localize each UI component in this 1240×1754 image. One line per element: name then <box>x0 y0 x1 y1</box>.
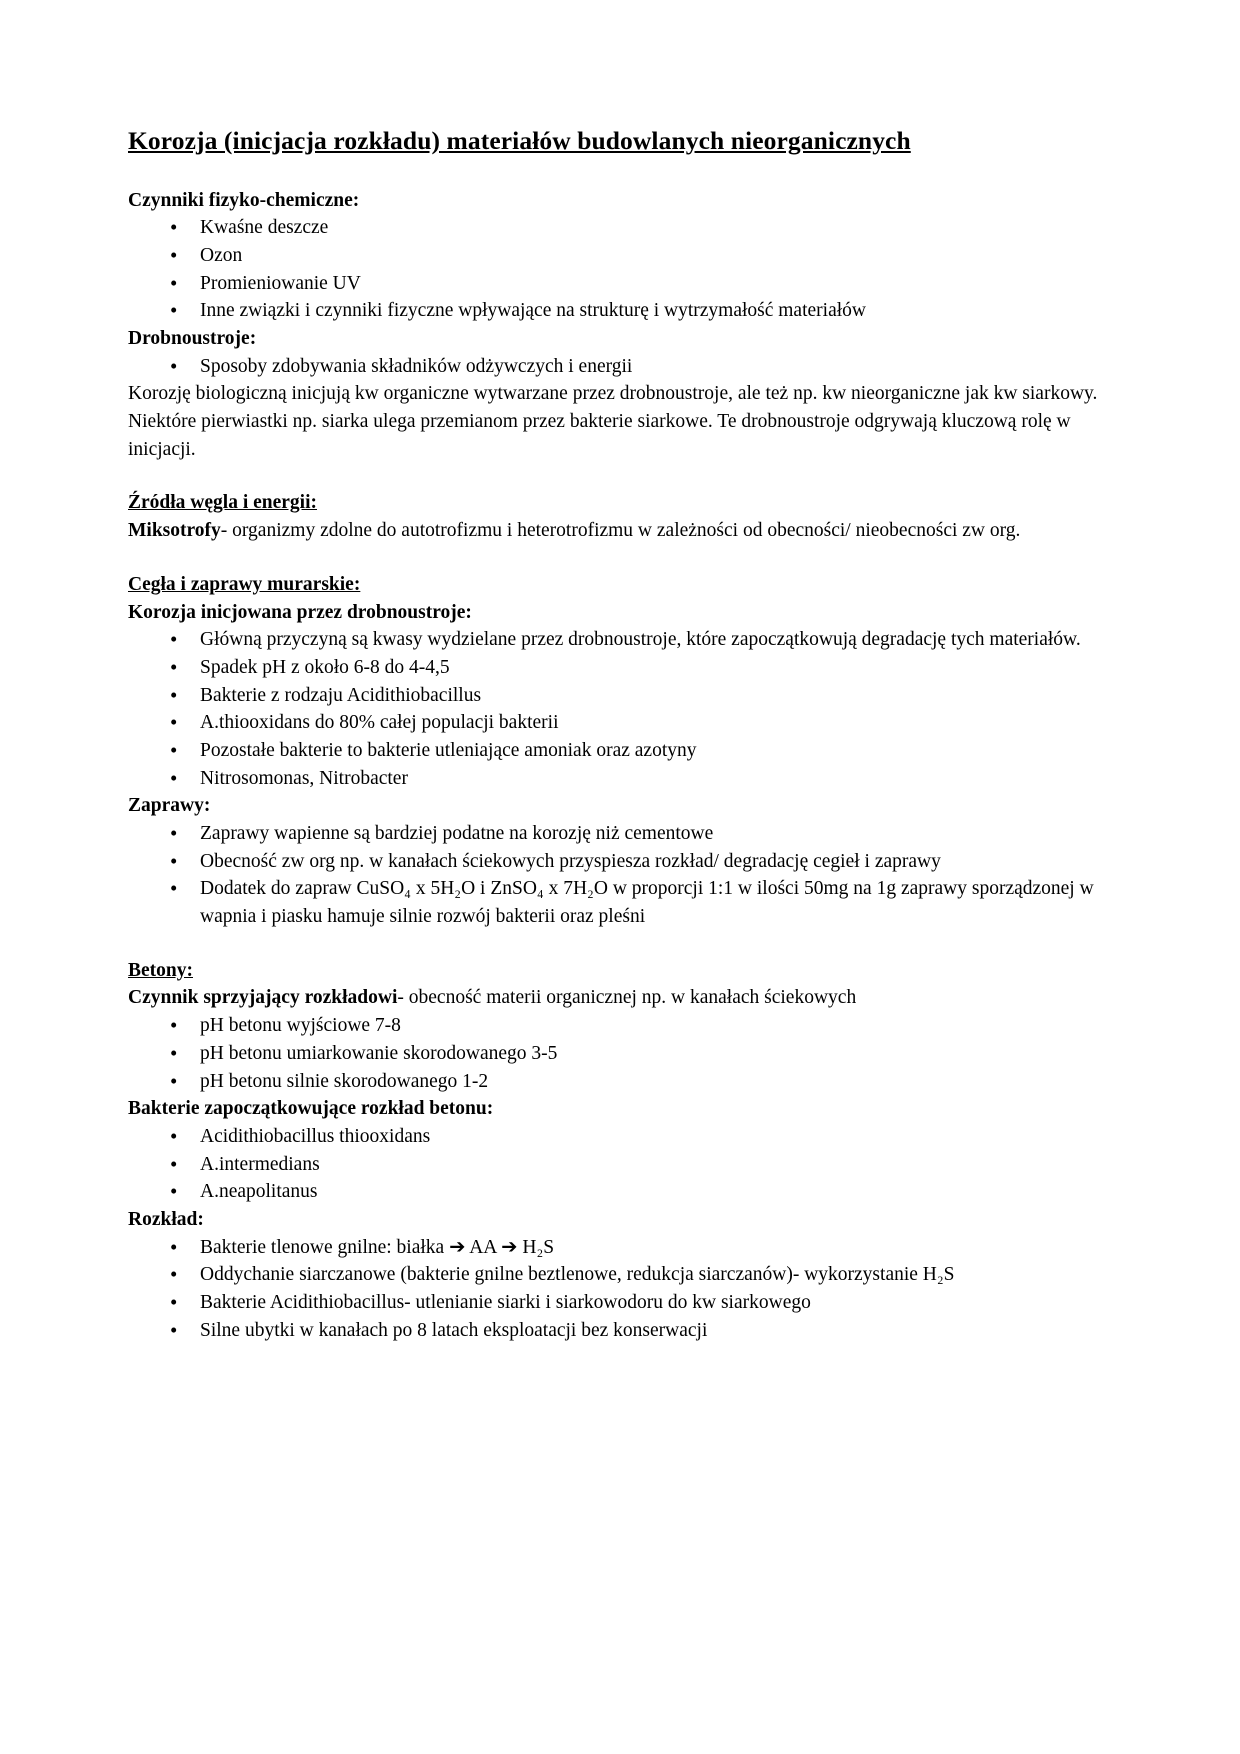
section-heading: Cegła i zaprawy murarskie: <box>128 573 361 595</box>
definition-term: Czynnik sprzyjający rozkładowi <box>128 987 398 1009</box>
paragraph: Niektóre pierwiastki np. siarka ulega przemianom przez bakterie siarkowe. Te drobnoustroje odgrywają kluczową rolę w inicjacji. <box>128 411 1071 460</box>
bullet-list <box>128 1123 1122 1206</box>
section-heading: Rozkład: <box>128 1208 204 1230</box>
section-heading: Zaprawy: <box>128 795 211 817</box>
bullet-list <box>128 1012 1122 1095</box>
definition-term: Miksotrofy <box>128 520 221 542</box>
list-item: • A.intermedians <box>128 1151 1122 1179</box>
list-item: • Główną przyczyną są kwasy wydzielane przez drobnoustroje, które zapoczątkowują degradację tych materiałów. <box>128 626 1122 654</box>
list-item: • A.thiooxidans do 80% całej populacji bakterii <box>128 709 1122 737</box>
section-subheading: Korozja inicjowana przez drobnoustroje: <box>128 601 472 623</box>
list-item: • Ozon <box>128 242 1122 270</box>
definition-text: - obecność materii organicznej np. w kanałach ściekowych <box>397 987 857 1009</box>
list-item: • Nitrosomonas, Nitrobacter <box>128 765 1122 793</box>
section-drobnoustroje <box>128 325 1122 463</box>
list-item: • Inne związki i czynniki fizyczne wpływające na strukturę i wytrzymałość materiałów <box>128 297 1122 325</box>
list-item: • Obecność zw org np. w kanałach ściekowych przyspiesza rozkład/ degradację cegieł i zaprawy <box>128 848 1122 876</box>
list-item: • Bakterie z rodzaju Acidithiobacillus <box>128 682 1122 710</box>
bullet-list <box>128 626 1122 792</box>
section-heading: Czynniki fizyko-chemiczne: <box>128 189 360 211</box>
list-item: • Acidithiobacillus thiooxidans <box>128 1123 1122 1151</box>
list-item: • Bakterie tlenowe gnilne: białka ➔ AA ➔ H₂S <box>128 1234 1122 1262</box>
section-czynniki-fizyko-chemiczne <box>128 187 1122 325</box>
section-bakterie-rozklad-betonu <box>128 1095 1122 1206</box>
list-item: • A.neapolitanus <box>128 1178 1122 1206</box>
paragraph: Korozję biologiczną inicjują kw organiczne wytwarzane przez drobnoustroje, ale też np. kw nieorganiczne jak kw siarkowy. <box>128 383 1098 405</box>
section-rozklad <box>128 1206 1122 1344</box>
section-heading: Betony: <box>128 959 193 981</box>
page-title: Korozja (inicjacja rozkładu) materiałów budowlanych nieorganicznych <box>128 126 911 155</box>
section-heading: Bakterie zapoczątkowujące rozkład betonu: <box>128 1098 494 1120</box>
bullet-list <box>128 353 1122 381</box>
list-item: • pH betonu umiarkowanie skorodowanego 3-5 <box>128 1040 1122 1068</box>
list-item: • pH betonu silnie skorodowanego 1-2 <box>128 1068 1122 1096</box>
list-item: • Promieniowanie UV <box>128 270 1122 298</box>
definition-paragraph <box>128 517 1122 545</box>
list-item: • Pozostałe bakterie to bakterie utleniające amoniak oraz azotyny <box>128 737 1122 765</box>
section-zaprawy <box>128 792 1122 930</box>
list-item: • Spadek pH z około 6-8 do 4-4,5 <box>128 654 1122 682</box>
bullet-list <box>128 214 1122 325</box>
definition-paragraph <box>128 984 1122 1012</box>
bullet-list <box>128 820 1122 931</box>
definition-text: - organizmy zdolne do autotrofizmu i heterotrofizmu w zależności od obecności/ nieobecności zw org. <box>220 520 1021 542</box>
list-item: • Zaprawy wapienne są bardziej podatne na korozję niż cementowe <box>128 820 1122 848</box>
section-betony <box>128 957 1122 1095</box>
list-item: • Sposoby zdobywania składników odżywczych i energii <box>128 353 1122 381</box>
list-item: • pH betonu wyjściowe 7-8 <box>128 1012 1122 1040</box>
list-item: • Bakterie Acidithiobacillus- utlenianie siarki i siarkowodoru do kw siarkowego <box>128 1289 1122 1317</box>
bullet-list <box>128 1234 1122 1345</box>
list-item: • Dodatek do zapraw CuSO₄ x 5H₂O i ZnSO₄ x 7H₂O w proporcji 1:1 w ilości 50mg na 1g zaprawy sporządzonej w wapnia i piasku hamuje silnie rozwój bakterii oraz pleśni <box>128 875 1122 930</box>
section-cegla-i-zaprawy-murarskie <box>128 571 1122 793</box>
list-item: • Kwaśne deszcze <box>128 214 1122 242</box>
section-heading: Drobnoustroje: <box>128 328 257 350</box>
list-item: • Silne ubytki w kanałach po 8 latach eksploatacji bez konserwacji <box>128 1317 1122 1345</box>
section-zrodla-wegla-i-energii <box>128 489 1122 544</box>
list-item: • Oddychanie siarczanowe (bakterie gnilne beztlenowe, redukcja siarczanów)- wykorzystanie H₂S <box>128 1261 1122 1289</box>
section-heading: Źródła węgla i energii: <box>128 492 318 514</box>
